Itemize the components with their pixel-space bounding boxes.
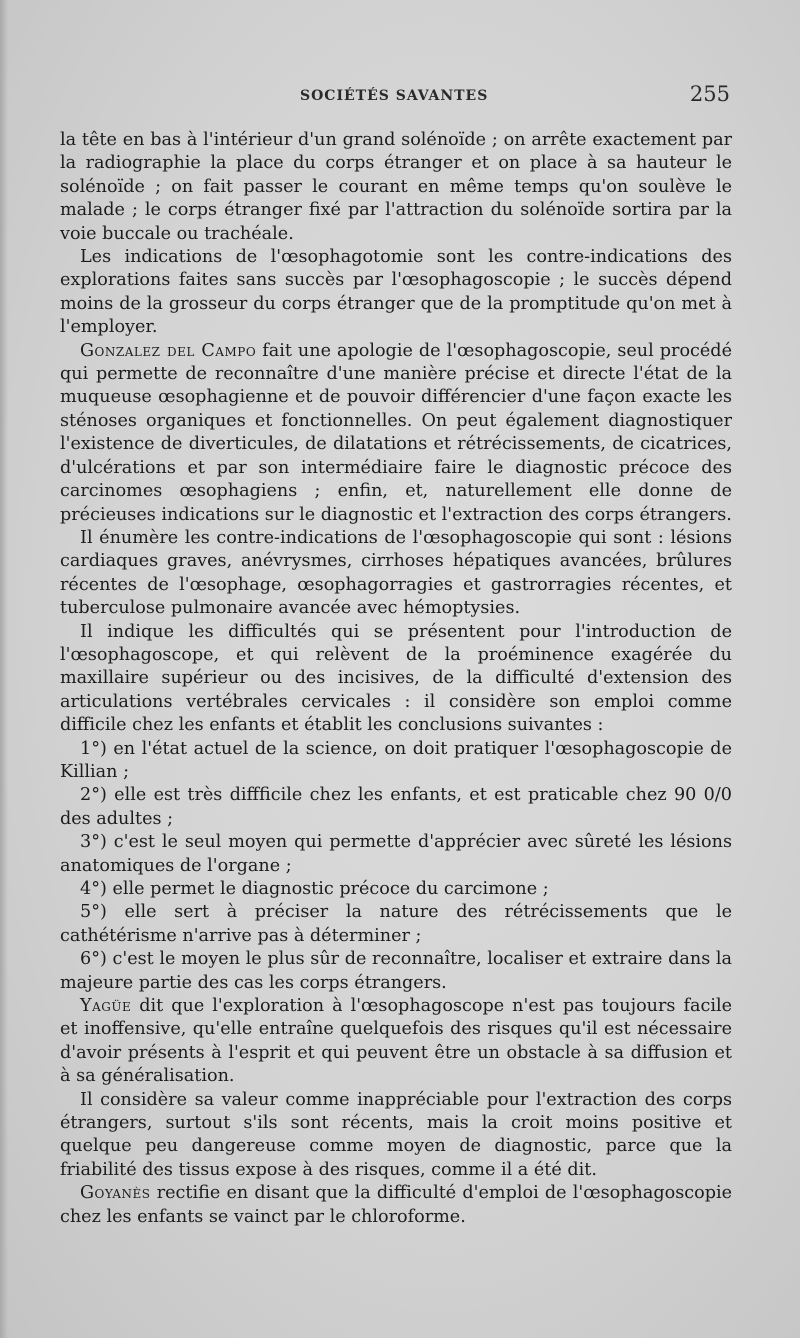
conclusion-4: 4°) elle permet le diagnostic précoce du carcimone ; bbox=[80, 879, 549, 899]
paragraph-text: dit que l'exploration à l'œsophagoscope n'est pas toujours facile et inoffensive, qu'elle entraîne quelquefois des risques qu'il est nécessaire d'avoir présents à l'esprit et qui peuvent être un obstacle à sa diffusion et à sa généralisation. bbox=[60, 996, 732, 1087]
conclusion-6: 6°) c'est le moyen le plus sûr de reconnaître, localiser et extraire dans la majeure partie des cas les corps étrangers. bbox=[60, 949, 732, 993]
paragraph-text: fait une apologie de l'œsophagoscopie, seul procédé qui permette de reconnaître d'une manière précise et directe l'état de la muqueuse œsophagienne et de pouvoir différencier d'une façon exacte les sténoses organiques et fonctionnelles. On peut également diagnostiquer l'existence de diverticules, de dilatations et rétrécissements, de cicatrices, d'ulcérations et par son intermédiaire faire le diagnostic précoce des carcinomes œsophagiens ; enfin, et, naturellement elle donne de précieuses indications sur le diagnostic et l'extraction des corps étrangers. bbox=[60, 340, 732, 525]
body-text bbox=[60, 129, 732, 1229]
conclusion-1: 1°) en l'état actuel de la science, on doit pratiquer l'œsophagoscopie de Killian ; bbox=[60, 738, 732, 782]
author-name: Yagüe bbox=[80, 996, 132, 1017]
paragraph-4: Il énumère les contre-indications de l'œsophagoscopie qui sont : lésions cardiaques graves, anévrysmes, cirrhoses hépatiques avancées, brûlures récentes de l'œsophage, œsophagorragies et gastrorragies récentes, et tuberculose pulmonaire avancée avec hémoptysies. bbox=[60, 527, 732, 619]
paragraph-2: Les indications de l'œsophagotomie sont les contre-indications des explorations faites sans succès par l'œsophagoscopie ; le succès dépend moins de la grosseur du corps étranger que de la promptitude qu'on met à l'employer. bbox=[60, 247, 732, 338]
conclusion-5: 5°) elle sert à préciser la nature des rétrécissements que le cathétérisme n'arrive pas à déterminer ; bbox=[60, 902, 732, 946]
author-name: Goyanès bbox=[80, 1183, 151, 1204]
paragraph-1: la tête en bas à l'intérieur d'un grand solénoïde ; on arrête exactement par la radiographie la place du corps étranger et on place à sa hauteur le solénoïde ; on fait passer le courant en même temps qu'on soulève le malade ; le corps étranger fixé par l'attraction du solénoïde sortira par la voie buccale ou trachéale. bbox=[60, 130, 732, 244]
page-number: 255 bbox=[689, 82, 730, 106]
paragraph-goyanes bbox=[60, 1182, 732, 1229]
paragraph-text: rectifie en disant que la difficulté d'emploi de l'œsophagoscopie chez les enfants se vainct par le chloroforme. bbox=[60, 1183, 732, 1227]
conclusion-3: 3°) c'est le seul moyen qui permette d'apprécier avec sûreté les lésions anatomiques de l'organe ; bbox=[60, 832, 732, 876]
paragraph-5: Il indique les difficultés qui se présentent pour l'introduction de l'œsophagoscope, et qui relèvent de la proéminence exagérée du maxillaire supérieur ou des incisives, de la difficulté d'extension des articulations vertébrales cervicales : il considère son emploi comme difficile chez les enfants et établit les conclusions suivantes : bbox=[60, 621, 732, 736]
paragraph-3 bbox=[60, 340, 732, 527]
page-edge-shadow bbox=[0, 0, 8, 1338]
running-head: SOCIÉTÉS SAVANTES bbox=[300, 88, 489, 104]
author-name: Gonzalez del Campo bbox=[80, 340, 257, 361]
paragraph-yague bbox=[60, 995, 732, 1089]
page-header bbox=[60, 84, 730, 114]
conclusion-2: 2°) elle est très diffficile chez les enfants, et est praticable chez 90 0/0 des adultes ; bbox=[60, 785, 732, 829]
paragraph-valeur: Il considère sa valeur comme inappréciable pour l'extraction des corps étrangers, surtout s'ils sont récents, mais la croit moins positive et quelque peu dangereuse comme moyen de diagnostic, parce que la friabilité des tissus expose à des risques, comme il a été dit. bbox=[60, 1089, 732, 1180]
